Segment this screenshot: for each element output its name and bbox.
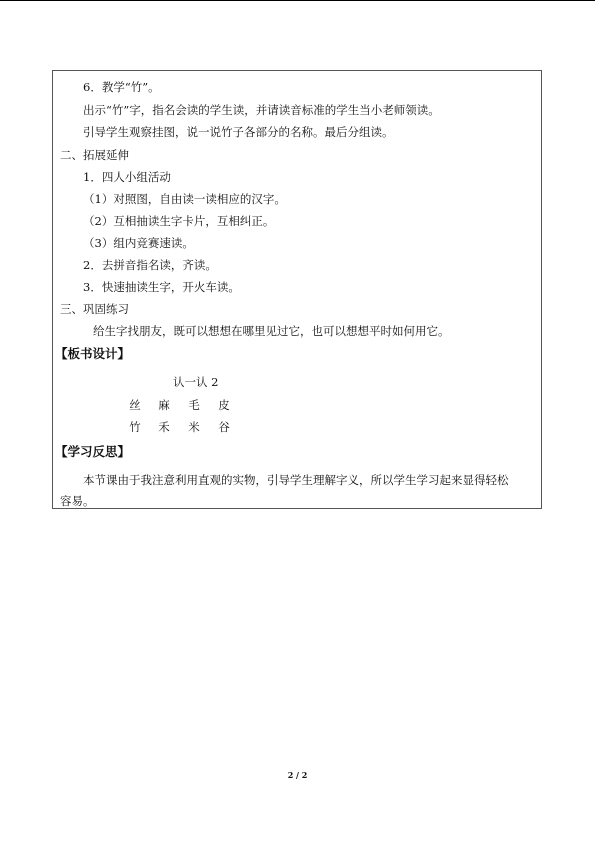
activity-1-item-2: （2）互相抽读生字卡片，互相纠正。 [83,214,275,228]
board-char: 麻 [158,398,170,412]
activity-1-item-3: （3）组内竞赛速读。 [83,236,194,250]
board-char: 皮 [218,398,230,412]
section-2-title: 二、拓展延伸 [60,148,129,162]
section-3-content: 给生字找朋友，既可以想想在哪里见过它，也可以想想平时如何用它。 [93,324,450,338]
activity-1-title: 1．四人小组活动 [83,170,171,184]
board-char: 米 [188,420,200,434]
reflection-heading: 【学习反思】 [55,444,131,459]
activity-2: 2．去拼音指名读，齐读。 [83,258,217,272]
activity-1-item-1: （1）对照图，自由读一读相应的汉字。 [83,192,286,206]
board-char: 禾 [158,420,170,434]
reflection-text-line-2: 容易。 [60,494,95,508]
board-char: 竹 [129,420,141,434]
reflection-text-line-1: 本节课由于我注意利用直观的实物，引导学生理解字义，所以学生学习起来显得轻松 [83,473,509,487]
board-design-title: 认一认 2 [173,375,219,389]
step-6-title: 6．教学“竹”。 [83,80,160,94]
page-number: 2 / 2 [287,770,308,780]
board-design-heading: 【板书设计】 [55,346,131,361]
section-3-title: 三、巩固练习 [60,302,129,316]
page-top-rule [0,0,595,1]
step-6-observation: 引导学生观察挂图，说一说竹子各部分的名称。最后分组读。 [83,125,394,139]
activity-3: 3．快速抽读生字，开火车读。 [83,280,240,294]
board-char: 丝 [129,398,141,412]
step-6-instruction: 出示“竹”字，指名会读的学生读，并请读音标准的学生当小老师领读。 [83,103,440,117]
board-char: 毛 [188,398,200,412]
board-char: 谷 [218,420,230,434]
